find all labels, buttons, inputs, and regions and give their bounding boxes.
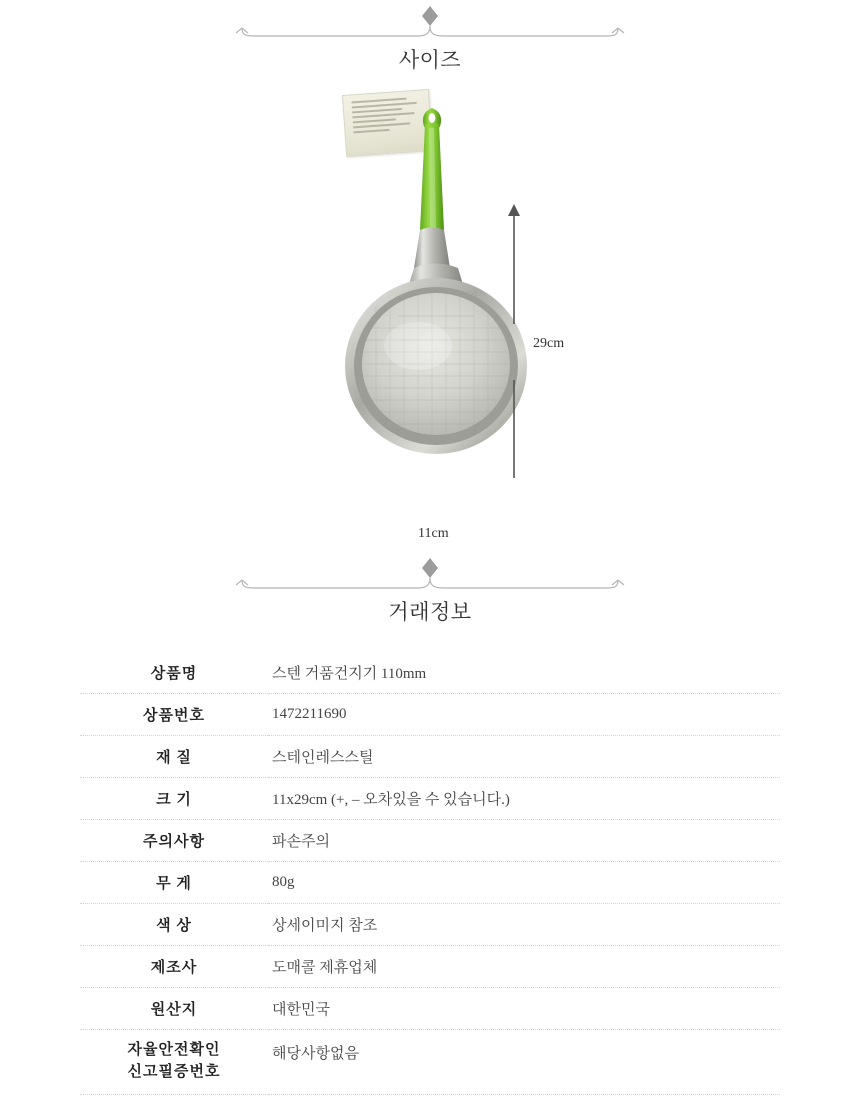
table-row xyxy=(80,1030,780,1095)
vertical-dimension-label: 29cm xyxy=(533,336,565,351)
decorative-rule-2 xyxy=(0,552,860,594)
size-section-header xyxy=(0,0,860,74)
info-key: 원산지 xyxy=(150,1002,198,1018)
info-key-line1: 자율안전확인 xyxy=(127,1042,221,1058)
info-key-line2: 신고필증번호 xyxy=(127,1063,221,1080)
info-key xyxy=(80,1030,268,1095)
table-row xyxy=(80,652,780,694)
horizontal-dimension-label: 11cm xyxy=(418,526,449,541)
info-value: 스텐 거품건지기 110mm xyxy=(272,666,427,682)
info-value: 스테인레스스틸 xyxy=(272,750,374,766)
trade-section-header xyxy=(0,552,860,626)
info-key: 제조사 xyxy=(150,960,198,976)
info-value: 상세이미지 참조 xyxy=(272,918,378,934)
info-key: 크 기 xyxy=(156,792,192,808)
table-row xyxy=(80,820,780,862)
info-value: 대한민국 xyxy=(272,1002,330,1018)
info-key: 색 상 xyxy=(156,918,192,934)
info-key: 상품번호 xyxy=(143,708,205,724)
product-info-table xyxy=(80,652,780,1095)
trade-section-title: 거래정보 xyxy=(388,601,472,624)
hangtag-text-lines xyxy=(351,97,425,150)
info-value: 도매콜 제휴업체 xyxy=(272,960,378,976)
table-row xyxy=(80,946,780,988)
decorative-rule xyxy=(0,0,860,42)
table-row xyxy=(80,904,780,946)
info-key: 무 게 xyxy=(156,876,192,892)
table-row xyxy=(80,988,780,1030)
product-image-area xyxy=(0,88,860,541)
info-value: 11x29cm (+, – 오차있을 수 있습니다.) xyxy=(272,792,510,808)
product-hangtag xyxy=(342,89,433,157)
info-value: 파손주의 xyxy=(272,834,330,850)
info-key: 재 질 xyxy=(156,750,192,766)
table-row xyxy=(80,694,780,736)
info-key: 상품명 xyxy=(150,666,198,682)
table-row xyxy=(80,778,780,820)
info-value: 해당사항없음 xyxy=(272,1046,359,1062)
info-value: 80g xyxy=(272,874,295,890)
size-section-title: 사이즈 xyxy=(398,49,462,72)
info-key: 주의사항 xyxy=(143,834,205,850)
table-row xyxy=(80,736,780,778)
table-row xyxy=(80,862,780,904)
product-info-table-wrap xyxy=(80,626,780,1095)
info-value: 1472211690 xyxy=(272,706,347,722)
